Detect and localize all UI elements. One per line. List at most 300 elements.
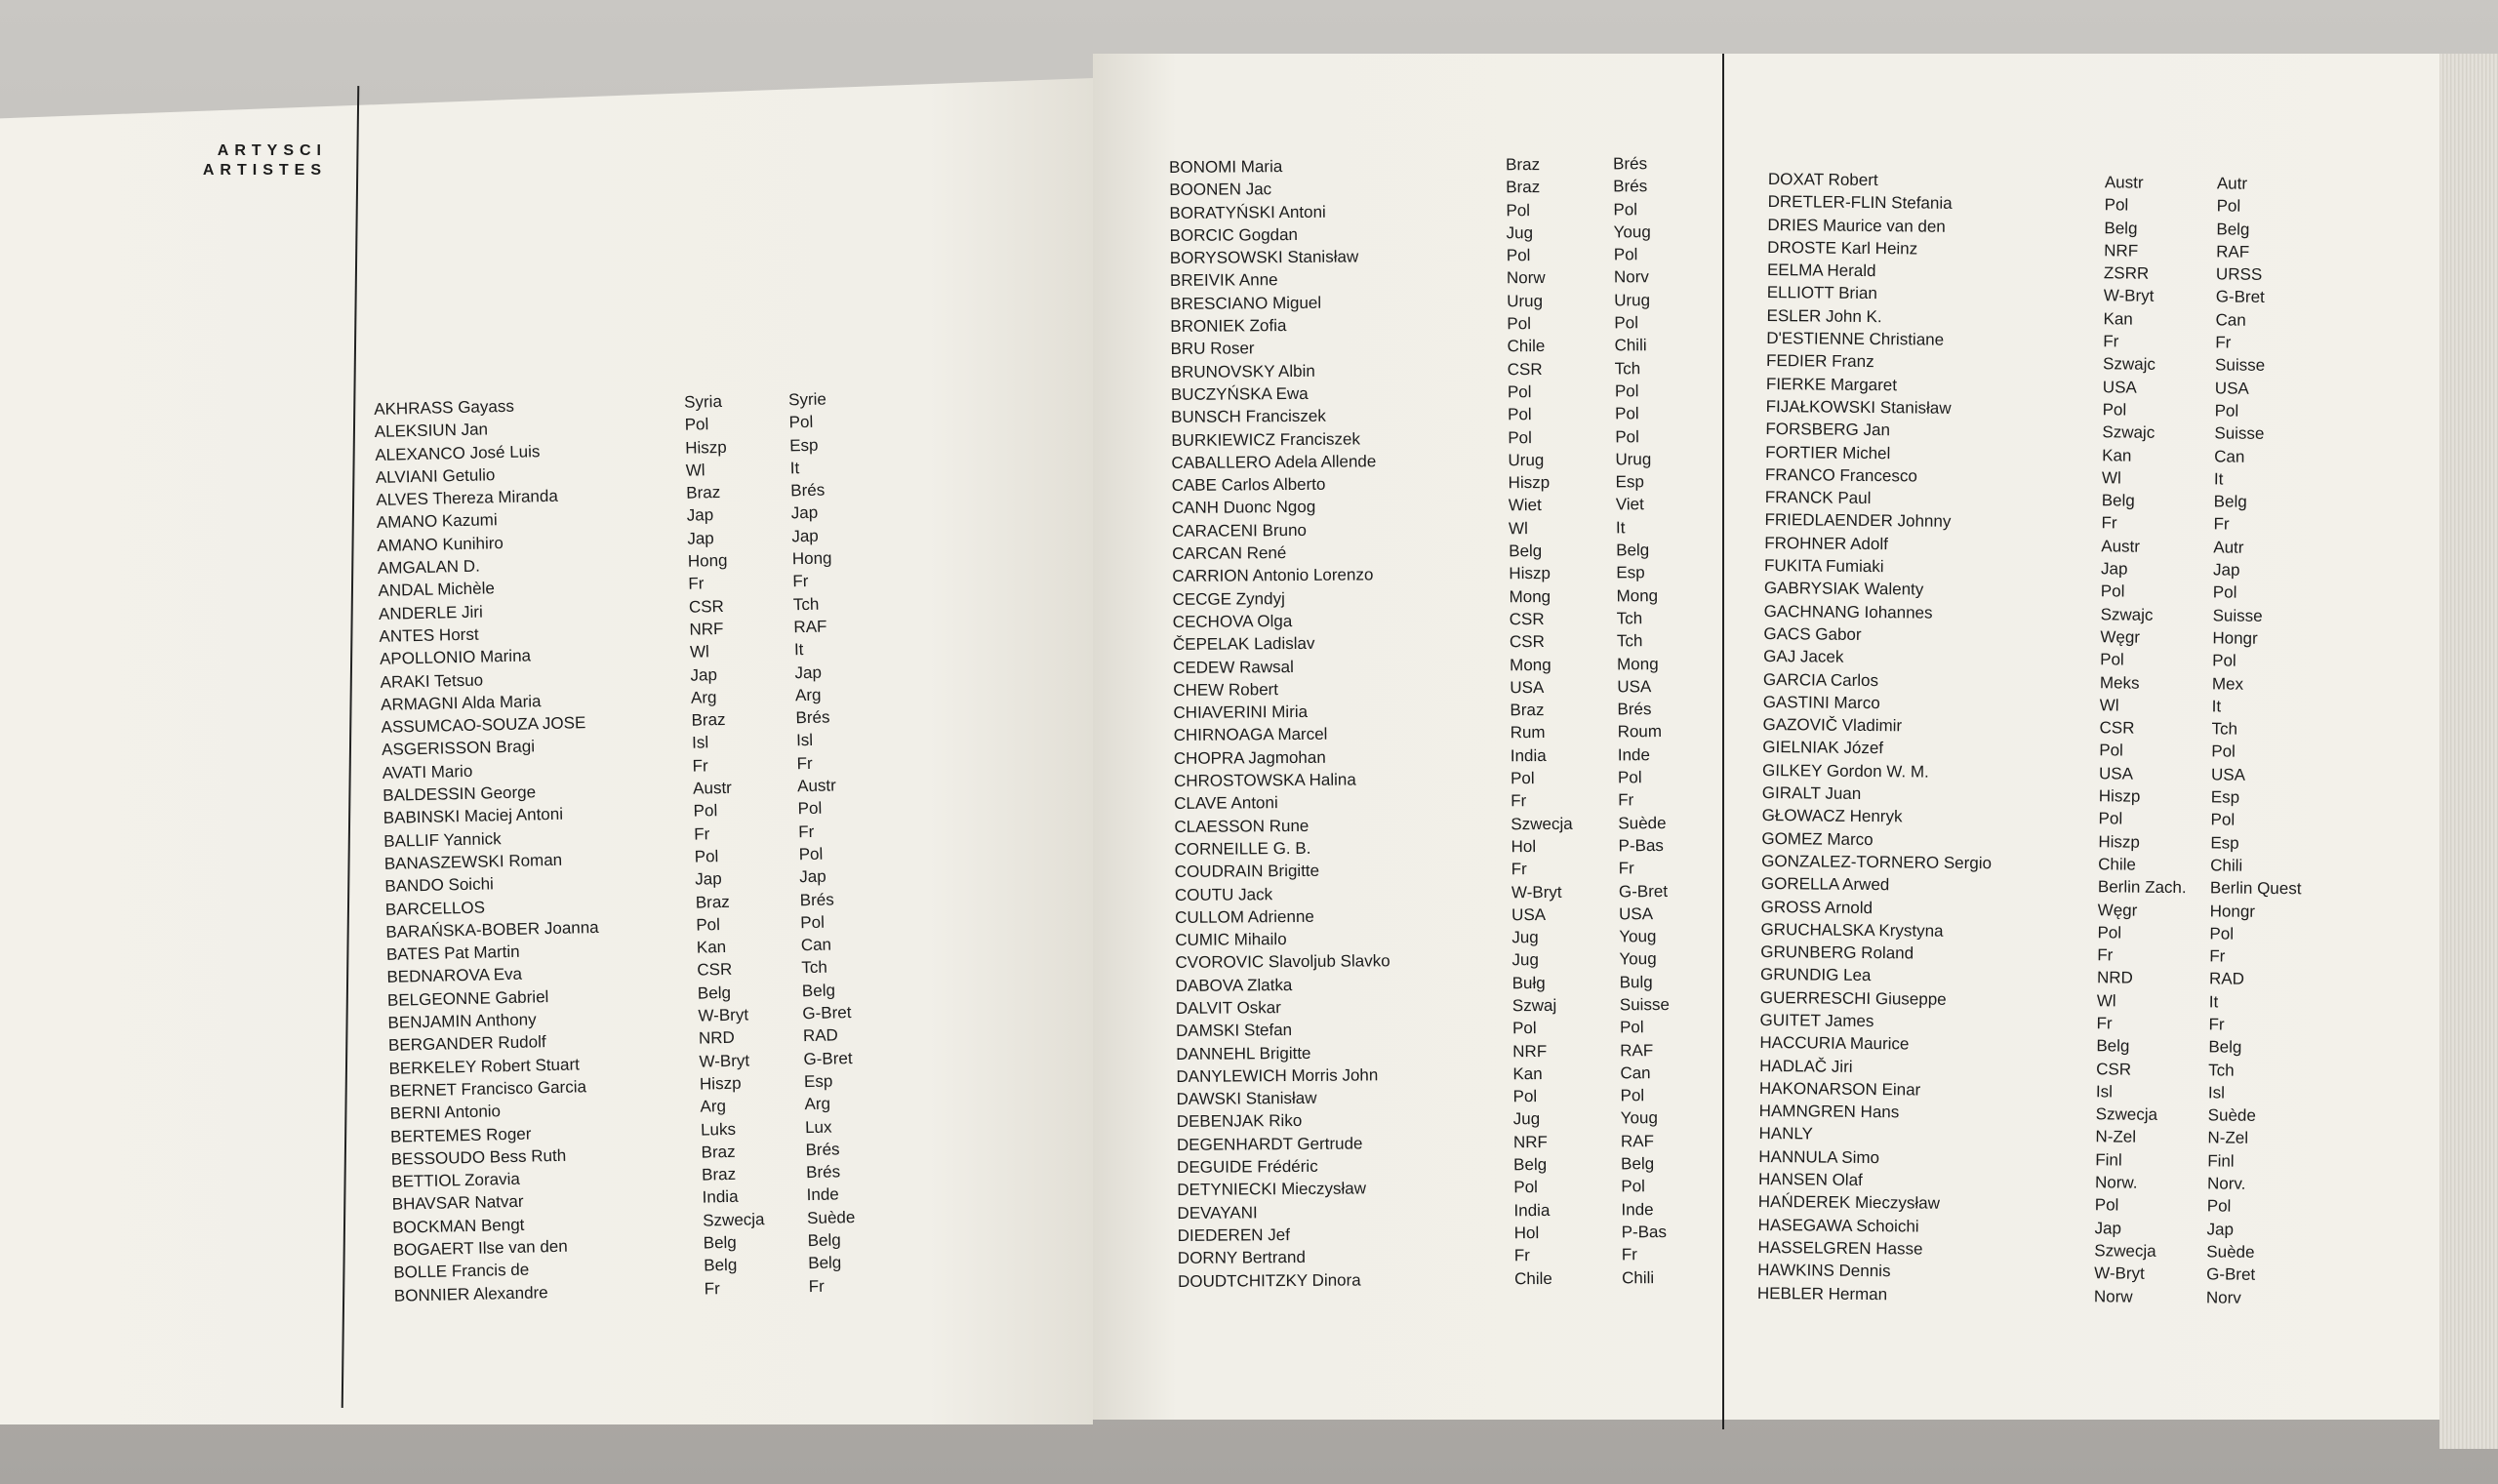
artist-row bbox=[1765, 395, 2239, 421]
artist-name: GRUCHALSKA Krystyna bbox=[1760, 919, 1944, 941]
country-french: Esp bbox=[1615, 472, 1645, 492]
artist-row bbox=[1760, 941, 2226, 966]
artist-name: HAWKINS Dennis bbox=[1757, 1261, 1891, 1281]
country-polish: CSR bbox=[1507, 359, 1543, 379]
country-polish: Kan bbox=[2102, 445, 2132, 465]
country-french: Pol bbox=[2212, 651, 2236, 670]
artist-row bbox=[1760, 872, 2302, 899]
country-polish: Braz bbox=[1506, 155, 1541, 175]
artist-row bbox=[1761, 759, 2246, 784]
artist-row bbox=[1757, 1168, 2246, 1193]
country-polish: Chile bbox=[2098, 855, 2137, 874]
artist-row bbox=[1173, 722, 1663, 747]
artist-row bbox=[1766, 281, 2265, 307]
artist-row bbox=[1169, 154, 1648, 179]
country-french: Brés bbox=[1613, 177, 1648, 196]
country-polish: Pol bbox=[684, 415, 709, 435]
country-polish: Jug bbox=[1511, 950, 1539, 970]
country-french: Belg bbox=[1616, 541, 1650, 560]
country-french: Hongr bbox=[2212, 628, 2258, 648]
country-polish: Kan bbox=[1512, 1063, 1543, 1084]
country-polish: Urug bbox=[1507, 291, 1544, 311]
country-french: Inde bbox=[806, 1184, 839, 1205]
country-polish: Pol bbox=[1511, 1019, 1537, 1038]
artist-name: BHAVSAR Natvar bbox=[391, 1192, 524, 1215]
country-polish: Hiszp bbox=[1508, 473, 1551, 493]
country-french: Fr bbox=[808, 1276, 826, 1296]
country-french: Brés bbox=[1617, 700, 1652, 719]
artist-name: ARAKI Tetsuo bbox=[380, 670, 484, 692]
country-french: Can bbox=[2215, 310, 2246, 330]
artist-name: DEGENHARDT Gertrude bbox=[1176, 1134, 1363, 1154]
artist-row bbox=[1170, 381, 1639, 406]
artist-name: BATES Pat Martin bbox=[385, 942, 520, 964]
artist-row bbox=[1176, 1040, 1654, 1065]
artist-name: GACS Gabor bbox=[1763, 623, 1862, 644]
country-french: Suisse bbox=[2212, 606, 2263, 625]
artist-name: BUNSCH Franciszek bbox=[1171, 407, 1326, 427]
artist-name: BREIVIK Anne bbox=[1169, 270, 1278, 291]
country-polish: Hiszp bbox=[2098, 786, 2141, 806]
country-french: Mex bbox=[2211, 673, 2244, 694]
artist-name: ANTES Horst bbox=[379, 624, 479, 646]
artist-row bbox=[1170, 358, 1641, 383]
country-polish: Urug bbox=[1508, 450, 1545, 470]
artist-row bbox=[1169, 245, 1638, 269]
country-polish: Pol bbox=[2097, 923, 2122, 943]
country-polish: India bbox=[1510, 745, 1547, 765]
country-polish: Isl bbox=[691, 733, 709, 753]
country-polish: Pol bbox=[1512, 1087, 1538, 1106]
country-french: Tch bbox=[801, 958, 828, 978]
country-polish: Chile bbox=[1507, 337, 1546, 356]
country-polish: Austr bbox=[692, 778, 733, 798]
country-polish: Fr bbox=[2103, 332, 2119, 351]
artist-row bbox=[1758, 1122, 2249, 1148]
artist-row bbox=[1174, 790, 1634, 816]
artist-row bbox=[1177, 1199, 1654, 1224]
artist-name: GAZOVIČ Vladimir bbox=[1762, 715, 1903, 736]
artist-name: CLAESSON Rune bbox=[1174, 816, 1309, 836]
country-french: RAF bbox=[793, 617, 827, 637]
artist-name: GARCIA Carlos bbox=[1762, 669, 1879, 690]
artist-name: GRUNBERG Roland bbox=[1760, 943, 1914, 963]
artist-name: BOONEN Jac bbox=[1169, 180, 1272, 200]
artist-row bbox=[1173, 700, 1652, 724]
artist-name: GIRALT Juan bbox=[1761, 782, 1862, 803]
country-french: Tch bbox=[792, 594, 820, 614]
artist-row bbox=[1171, 404, 1639, 429]
country-french: Esp bbox=[1616, 563, 1645, 582]
artist-name: CORNEILLE G. B. bbox=[1174, 838, 1311, 859]
country-polish: Pol bbox=[1507, 314, 1532, 334]
artist-name: BALDESSIN George bbox=[383, 782, 537, 805]
artist-name: DEBENJAK Riko bbox=[1176, 1111, 1303, 1132]
country-polish: W-Bryt bbox=[2094, 1263, 2145, 1284]
country-french: It bbox=[2211, 697, 2222, 716]
artist-name: GUITET James bbox=[1759, 1010, 1874, 1031]
country-polish: Szwaj bbox=[1511, 995, 1557, 1016]
heading-polish: ARTYSCI bbox=[217, 142, 327, 159]
artist-name: DETYNIECKI Mieczysław bbox=[1177, 1179, 1367, 1200]
country-french: Brés bbox=[795, 707, 830, 728]
country-french: Roum bbox=[1617, 722, 1663, 742]
artist-name: CABALLERO Adela Allende bbox=[1171, 452, 1377, 472]
artist-row bbox=[1177, 1222, 1668, 1247]
country-polish: Fr bbox=[1513, 1246, 1530, 1265]
artist-name: BERGANDER Rudolf bbox=[387, 1032, 546, 1056]
artist-row bbox=[1763, 622, 2258, 648]
artist-name: GORELLA Arwed bbox=[1760, 874, 1890, 895]
country-polish: Pol bbox=[1507, 382, 1532, 402]
country-polish: Pol bbox=[2102, 400, 2127, 420]
artist-row bbox=[1172, 563, 1645, 588]
country-french: Brés bbox=[799, 889, 834, 909]
artist-name: BOCKMAN Bengt bbox=[392, 1215, 525, 1237]
country-french: USA bbox=[2210, 765, 2246, 784]
artist-name: APOLLONIO Marina bbox=[379, 646, 532, 669]
country-french: Can bbox=[800, 935, 832, 955]
country-polish: Belg bbox=[704, 1256, 738, 1275]
country-french: Can bbox=[2214, 446, 2245, 466]
artist-row bbox=[1172, 541, 1650, 565]
country-french: Belg bbox=[1621, 1154, 1655, 1174]
country-polish: Fr bbox=[1511, 860, 1527, 879]
country-french: Tch bbox=[2208, 1060, 2235, 1080]
country-polish: Arg bbox=[700, 1097, 727, 1116]
country-polish: Jap bbox=[690, 664, 718, 685]
artist-name: DIEDEREN Jef bbox=[1177, 1225, 1291, 1245]
country-french: Mong bbox=[1617, 654, 1659, 673]
artist-name: BANDO Soichi bbox=[384, 874, 495, 897]
artist-row bbox=[1175, 994, 1670, 1020]
artist-name: BORATYŃSKI Antoni bbox=[1169, 202, 1326, 222]
artist-name: BENJAMIN Anthony bbox=[387, 1010, 537, 1032]
country-french: It bbox=[793, 640, 804, 660]
artist-row bbox=[1757, 1190, 2232, 1216]
country-polish: Szwecja bbox=[2095, 1104, 2158, 1125]
country-french: RAF bbox=[1620, 1131, 1655, 1151]
country-french: Hong bbox=[791, 548, 832, 569]
country-french: Pol bbox=[1614, 381, 1639, 401]
country-polish: W-Bryt bbox=[699, 1051, 750, 1071]
artist-row bbox=[1764, 486, 2247, 511]
country-polish: Fr bbox=[2096, 1014, 2113, 1033]
artist-name: BESSOUDO Bess Ruth bbox=[390, 1145, 567, 1169]
artist-row bbox=[1172, 585, 1659, 611]
country-polish: Hong bbox=[687, 550, 728, 571]
country-french: Pol bbox=[2211, 742, 2236, 762]
artist-name: GRUNDIG Lea bbox=[1759, 965, 1872, 985]
artist-row bbox=[1757, 1236, 2255, 1262]
artist-name: BERKELEY Robert Stuart bbox=[388, 1055, 581, 1078]
country-french: Brés bbox=[1613, 154, 1648, 174]
artist-name: BRONIEK Zofia bbox=[1170, 316, 1287, 337]
artist-name: BERTEMES Roger bbox=[389, 1124, 532, 1146]
artist-row bbox=[1174, 813, 1667, 838]
artist-name: CHIAVERINI Miria bbox=[1173, 702, 1309, 723]
country-french: Pol bbox=[2210, 810, 2236, 829]
country-polish: Fr bbox=[692, 756, 708, 776]
artist-row bbox=[1170, 313, 1639, 338]
country-french: Tch bbox=[2211, 719, 2238, 739]
artist-name: GAJ Jacek bbox=[1763, 647, 1844, 666]
country-french: Fr bbox=[1618, 790, 1634, 810]
country-polish: Szwecja bbox=[1511, 814, 1573, 833]
artist-name: ARMAGNI Alda Maria bbox=[380, 692, 542, 714]
artist-row bbox=[1758, 1100, 2256, 1126]
country-polish: Belg bbox=[697, 983, 732, 1003]
country-french: Pol bbox=[2206, 1196, 2232, 1216]
country-french: Suisse bbox=[2214, 423, 2265, 444]
country-polish: Wiet bbox=[1508, 496, 1542, 515]
artist-name: HAKONARSON Einar bbox=[1758, 1078, 1921, 1100]
artist-row bbox=[1759, 1055, 2235, 1080]
artist-row bbox=[1171, 449, 1652, 474]
country-polish: Szwajc bbox=[2100, 604, 2154, 624]
country-polish: Mong bbox=[1509, 586, 1551, 606]
country-polish: Pol bbox=[2104, 195, 2129, 215]
artist-name: BARAŃSKA-BOBER Joanna bbox=[385, 917, 599, 942]
country-french: It bbox=[789, 459, 800, 478]
country-french: Can bbox=[1620, 1063, 1651, 1083]
country-polish: Fr bbox=[688, 574, 705, 594]
country-polish: Pol bbox=[2100, 582, 2125, 601]
artist-list-column-1 bbox=[374, 389, 856, 1307]
artist-name: CUMIC Mihailo bbox=[1175, 930, 1287, 950]
country-polish: Belg bbox=[1513, 1155, 1548, 1175]
artist-name: DOXAT Robert bbox=[1767, 169, 1878, 190]
country-french: P-Bas bbox=[1618, 835, 1664, 856]
country-french: Fr bbox=[797, 822, 815, 841]
artist-row bbox=[1764, 463, 2224, 489]
artist-row bbox=[1171, 495, 1644, 520]
country-french: G-Bret bbox=[1618, 881, 1669, 901]
artist-name: DRIES Maurice van den bbox=[1767, 215, 1946, 236]
country-polish: Pol bbox=[1508, 405, 1532, 424]
artist-name: BRU Roser bbox=[1170, 339, 1255, 359]
country-polish: Jap bbox=[687, 528, 714, 548]
country-polish: Szwecja bbox=[2094, 1241, 2156, 1261]
artist-name: BORYSOWSKI Stanisław bbox=[1169, 247, 1359, 268]
artist-name: FRANCO Francesco bbox=[1764, 464, 1917, 486]
country-french: G-Bret bbox=[2206, 1264, 2256, 1285]
artist-name: CHEW Robert bbox=[1173, 679, 1279, 700]
artist-name: GOMEZ Marco bbox=[1761, 828, 1874, 849]
country-french: RAF bbox=[2216, 242, 2250, 261]
country-french: Urug bbox=[1614, 290, 1651, 310]
country-polish: CSR bbox=[2096, 1059, 2132, 1079]
country-french: Pol bbox=[1615, 426, 1639, 446]
country-french: Pol bbox=[797, 799, 823, 819]
country-french: Norv bbox=[1613, 267, 1649, 287]
artist-row bbox=[1175, 903, 1654, 929]
artist-row bbox=[1177, 1177, 1645, 1202]
artist-name: FRIEDLAENDER Johnny bbox=[1764, 510, 1952, 532]
country-french: Jap bbox=[2206, 1220, 2235, 1239]
country-polish: Norw bbox=[1506, 268, 1546, 288]
country-french: G-Bret bbox=[2215, 287, 2265, 307]
artist-name: DROSTE Karl Heinz bbox=[1767, 237, 1918, 259]
country-polish: Braz bbox=[1510, 701, 1545, 720]
page-edges bbox=[2439, 54, 2498, 1449]
artist-name: ANDERLE Jiri bbox=[378, 602, 483, 623]
country-polish: CSR bbox=[688, 596, 725, 617]
artist-row bbox=[1763, 577, 2237, 602]
country-polish: Pol bbox=[2099, 741, 2123, 760]
country-french: Youg bbox=[1619, 949, 1657, 969]
artist-row bbox=[1759, 1031, 2242, 1057]
artist-name: HASSELGREN Hasse bbox=[1757, 1237, 1923, 1259]
country-french: USA bbox=[2214, 379, 2249, 398]
artist-name: CABE Carlos Alberto bbox=[1171, 474, 1326, 496]
artist-row bbox=[1763, 554, 2240, 580]
artist-name: DOUDTCHITZKY Dinora bbox=[1177, 1270, 1361, 1291]
artist-row bbox=[1760, 895, 2256, 921]
artist-name: BOLLE Francis de bbox=[393, 1260, 530, 1283]
artist-name: DORNY Bertrand bbox=[1177, 1248, 1306, 1268]
artist-name: FIJAŁKOWSKI Stanisław bbox=[1765, 396, 1952, 418]
artist-name: ALVES Thereza Miranda bbox=[376, 486, 559, 510]
country-french: Bulg bbox=[1619, 972, 1653, 992]
artist-row bbox=[1767, 236, 2250, 261]
country-polish: Chile bbox=[1513, 1268, 1552, 1288]
artist-name: ELLIOTT Brian bbox=[1766, 283, 1877, 303]
artist-row bbox=[1175, 972, 1653, 997]
country-french: Pol bbox=[2214, 401, 2239, 421]
country-polish: Bułg bbox=[1511, 973, 1546, 992]
country-french: Syrie bbox=[787, 389, 827, 410]
country-french: It bbox=[2208, 992, 2219, 1012]
country-french: Esp bbox=[2210, 832, 2239, 853]
country-polish: Wl bbox=[689, 642, 710, 662]
artist-name: BRUNOVSKY Albin bbox=[1170, 361, 1315, 381]
country-french: RAF bbox=[1620, 1040, 1654, 1060]
artist-name: FIERKE Margaret bbox=[1765, 374, 1898, 394]
country-polish: CSR bbox=[697, 960, 733, 981]
artist-row bbox=[1173, 744, 1651, 770]
country-polish: Braz bbox=[1506, 178, 1541, 197]
artist-name: ANDAL Michèle bbox=[378, 579, 496, 601]
artist-row bbox=[1174, 859, 1634, 883]
country-polish: NRD bbox=[698, 1028, 736, 1048]
country-polish: Norw. bbox=[2094, 1173, 2138, 1192]
artist-name: GILKEY Gordon W. M. bbox=[1761, 760, 1929, 782]
artist-name: HADLAČ Jiri bbox=[1759, 1056, 1853, 1076]
artist-row bbox=[1766, 259, 2263, 285]
artist-row bbox=[1766, 327, 2232, 352]
country-french: Finl bbox=[2207, 1151, 2235, 1171]
country-polish: Meks bbox=[2099, 672, 2140, 693]
country-polish: Wl bbox=[1508, 518, 1528, 539]
artist-row bbox=[1765, 418, 2265, 444]
artist-row bbox=[1759, 1009, 2225, 1034]
artist-name: FRANCK Paul bbox=[1764, 488, 1872, 508]
country-french: Pol bbox=[1613, 199, 1638, 220]
artist-name: BELGEONNE Gabriel bbox=[386, 986, 549, 1010]
artist-row bbox=[1176, 1108, 1658, 1134]
artist-name: ALEKSIUN Jan bbox=[374, 420, 489, 442]
artist-row bbox=[1761, 804, 2236, 829]
artist-name: GIELNIAK Józef bbox=[1762, 738, 1884, 758]
country-polish: NRF bbox=[2104, 241, 2139, 261]
country-french: Youg bbox=[1619, 927, 1657, 946]
country-polish: Pol bbox=[2100, 650, 2124, 669]
artist-row bbox=[1761, 827, 2239, 853]
artist-name: HANNULA Simo bbox=[1758, 1146, 1880, 1167]
country-french: Pol bbox=[1621, 1177, 1645, 1196]
artist-row bbox=[393, 1276, 826, 1306]
country-polish: Pol bbox=[1506, 246, 1531, 265]
country-polish: Belg bbox=[2104, 218, 2138, 238]
artist-name: CECGE Zyndyj bbox=[1172, 588, 1285, 609]
artist-row bbox=[1174, 835, 1664, 861]
country-polish: Braz bbox=[701, 1164, 737, 1184]
country-polish: Belg bbox=[2096, 1036, 2130, 1056]
country-french: Esp bbox=[803, 1071, 833, 1092]
country-polish: CSR bbox=[2099, 718, 2135, 738]
artist-row bbox=[1170, 336, 1647, 361]
country-french: USA bbox=[1617, 676, 1652, 697]
artist-row bbox=[1757, 1259, 2256, 1285]
artist-name: CARRION Antonio Lorenzo bbox=[1172, 565, 1374, 586]
country-polish: Braz bbox=[686, 483, 721, 502]
country-polish: ZSRR bbox=[2103, 263, 2150, 283]
country-french: Lux bbox=[804, 1117, 832, 1137]
country-polish: Braz bbox=[701, 1142, 736, 1162]
artist-row bbox=[1762, 736, 2236, 762]
country-french: Pol bbox=[1617, 768, 1642, 787]
artist-name: BARCELLOS bbox=[384, 898, 486, 919]
artist-row bbox=[1173, 768, 1642, 792]
artist-row bbox=[1176, 1063, 1651, 1088]
country-polish: Fr bbox=[2097, 945, 2114, 965]
artist-row bbox=[1765, 441, 2245, 466]
country-polish: Hiszp bbox=[2098, 831, 2140, 852]
country-french: Fr bbox=[1621, 1245, 1637, 1264]
artist-row bbox=[1757, 1214, 2235, 1239]
country-polish: Austr bbox=[2104, 173, 2144, 192]
country-french: Tch bbox=[1616, 609, 1643, 628]
country-french: Chili bbox=[1621, 1267, 1655, 1287]
country-french: Belg bbox=[2216, 220, 2250, 239]
artist-row bbox=[1169, 199, 1638, 224]
country-french: Esp bbox=[2210, 787, 2240, 807]
artist-row bbox=[1761, 782, 2240, 807]
country-french: Pol bbox=[2209, 924, 2235, 943]
artist-row bbox=[1169, 267, 1649, 293]
country-french: Youg bbox=[1613, 222, 1651, 242]
artist-row bbox=[1767, 168, 2248, 193]
artist-name: CLAVE Antoni bbox=[1174, 793, 1278, 814]
artist-name: GABRYSIAK Walenty bbox=[1763, 579, 1924, 599]
artist-name: HANLY bbox=[1758, 1124, 1814, 1143]
artist-name: AMANO Kunihiro bbox=[377, 533, 504, 555]
artist-name: GASTINI Marco bbox=[1762, 692, 1880, 712]
country-polish: Fr bbox=[704, 1278, 721, 1299]
artist-name: CVOROVIC Slavoljub Slavko bbox=[1175, 951, 1390, 973]
artist-name: ESLER John K. bbox=[1766, 305, 1882, 326]
artist-name: CARCAN René bbox=[1172, 543, 1287, 564]
country-french: Hongr bbox=[2209, 901, 2256, 921]
country-french: Jap bbox=[799, 866, 826, 887]
country-polish: W-Bryt bbox=[1511, 882, 1562, 902]
artist-name: FORSBERG Jan bbox=[1765, 420, 1891, 440]
country-polish: USA bbox=[1511, 904, 1547, 925]
artist-row bbox=[1176, 1086, 1645, 1110]
artist-name: BUCZYŃSKA Ewa bbox=[1170, 383, 1309, 404]
artist-name: D'ESTIENNE Christiane bbox=[1766, 329, 1945, 349]
